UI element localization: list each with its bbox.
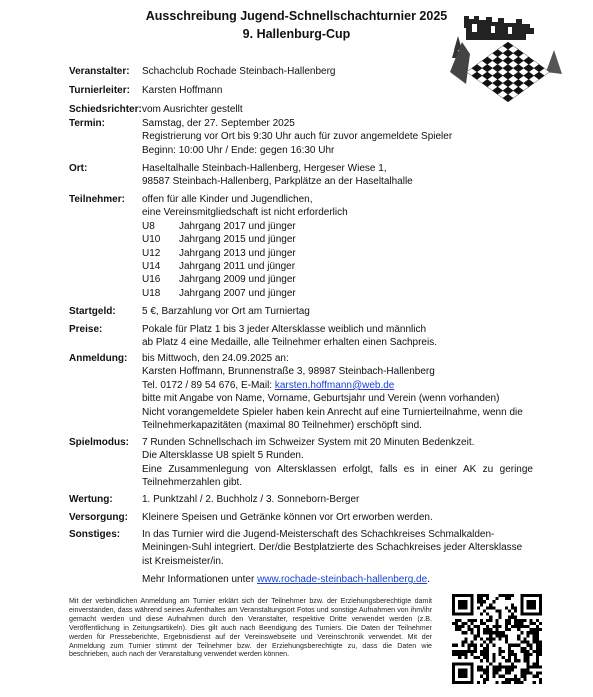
organizer-label: Veranstalter: [69, 66, 130, 77]
entry-fee-value: 5 €, Barzahlung vor Ort am Turniertag [142, 306, 310, 317]
misc-label: Sonstiges: [69, 529, 121, 540]
arbiter-label: Schiedsrichter: [69, 104, 142, 115]
age-year: Jahrgang 2009 und jünger [179, 274, 296, 286]
registration-label: Anmeldung: [69, 353, 128, 364]
entry-fee-label: Startgeld: [69, 306, 116, 317]
document-subtitle: 9. Hallenburg-Cup [242, 27, 351, 41]
participants-value [142, 193, 532, 300]
registration-value [142, 352, 533, 432]
prizes-value [142, 323, 532, 350]
registration-contact [142, 379, 533, 392]
game-mode-line: 7 Runden Schnellschach im Schweizer System mit 20 Minuten Bedenkzeit. [142, 437, 475, 448]
date-label: Termin: [69, 118, 105, 129]
more-info [142, 573, 533, 586]
prizes-line: ab Platz 4 eine Medaille, alle Teilnehmer erhalten einen Sachpreis. [142, 337, 437, 349]
age-class-row [142, 220, 532, 233]
game-mode-line: Die Altersklasse U8 spielt 5 Runden. [142, 450, 304, 462]
age-year: Jahrgang 2011 und jünger [179, 261, 296, 273]
venue-value [142, 162, 532, 189]
age-class: U18 [142, 287, 161, 299]
date-line: Samstag, der 27. September 2025 [142, 118, 295, 129]
age-class-row [142, 260, 532, 273]
misc-value [142, 528, 533, 587]
venue-label: Ort: [69, 163, 88, 174]
participants-line: offen für alle Kinder und Jugendlichen, [142, 194, 313, 205]
registration-address: Karsten Hoffmann, Brunnenstraße 3, 98987 Steinbach-Hallenberg [142, 366, 435, 378]
scoring-label: Wertung: [69, 494, 113, 505]
age-year: Jahrgang 2007 und jünger [179, 287, 296, 299]
prizes-line: Pokale für Platz 1 bis 3 jeder Altersklasse weiblich und männlich [142, 324, 427, 335]
age-year: Jahrgang 2015 und jünger [179, 234, 296, 246]
age-year: Jahrgang 2017 und jünger [179, 220, 296, 232]
registration-info: bitte mit Angabe von Name, Vorname, Geburtsjahr und Verein (wenn vorhanden) [142, 393, 500, 405]
date-line: Beginn: 10:00 Uhr / Ende: gegen 16:30 Uhr [142, 144, 335, 156]
catering-label: Versorgung: [69, 512, 128, 523]
director-label: Turnierleiter: [69, 85, 130, 96]
email-link[interactable]: karsten.hoffmann@web.de [274, 379, 395, 391]
privacy-disclaimer: Mit der verbindlichen Anmeldung am Turnier erklärt sich der Teilnehmer bzw. der Erziehungsberechtigte damit einverstanden, dass während seines Aufenthaltes am Veranstaltungsort Fotos und sonstige Aufnahmen von ihm/ihr gemacht werden und diese Aufnahmen durch den Veranstalter, respektive Dritte verwendet werden (z.B. Veröffentlichung in Zeitungsartikeln). Dies gilt auch nach Beendigung des Turniers. Die Daten der Teilnehmer werden für Presseberichte, Ergebnisdienst auf der Vereinswebseite und Vereinschronik verwendet. Mit der Anmeldung zum Turnier stimmt der Teilnehmer bzw. der Erziehungsberechtigte zu, dass die Daten wie beschrieben, auch nach der Veranstaltung verwendet werden können. [69, 597, 432, 659]
arbiter-value: vom Ausrichter gestellt [142, 104, 243, 115]
age-class: U14 [142, 261, 161, 273]
more-info-prefix: Mehr Informationen unter [142, 574, 258, 586]
age-year: Jahrgang 2013 und jünger [179, 247, 296, 259]
date-line: Registrierung vor Ort bis 9:30 Uhr auch für zuvor angemeldete Spieler [142, 131, 453, 143]
phone-text: Tel. 0172 / 89 54 676, E-Mail: [142, 379, 275, 391]
age-class: U16 [142, 274, 161, 286]
venue-line: Haseltalhalle Steinbach-Hallenberg, Hergeser Wiese 1, [142, 163, 387, 174]
catering-value: Kleinere Speisen und Getränke können vor Ort erworben werden. [142, 512, 433, 523]
website-link[interactable]: www.rochade-steinbach-hallenberg.de [257, 574, 428, 586]
organizer-value: Schachclub Rochade Steinbach-Hallenberg [142, 66, 336, 77]
misc-text: In das Turnier wird die Jugend-Meisterschaft des Schachkreises Schmalkalden-Meiningen-Suhl integriert. Der/die Bestplatzierte des Schachkreises jeder Altersklasse ist Kreismeister/in. [142, 529, 523, 567]
prizes-label: Preise: [69, 324, 103, 335]
age-class-row [142, 287, 532, 300]
age-class: U8 [142, 220, 155, 232]
registration-deadline: bis Mittwoch, den 24.09.2025 an: [142, 353, 289, 364]
director-value: Karsten Hoffmann [142, 85, 223, 96]
age-class-row [142, 247, 532, 260]
participants-line: eine Vereinsmitgliedschaft ist nicht erforderlich [142, 207, 348, 219]
game-mode-label: Spielmodus: [69, 437, 130, 448]
scoring-value: 1. Punktzahl / 2. Buchholz / 3. Sonneborn-Berger [142, 494, 360, 505]
more-info-suffix: . [427, 574, 430, 586]
participants-label: Teilnehmer: [69, 194, 125, 205]
game-mode-value [142, 436, 533, 490]
date-value [142, 117, 532, 157]
document-title: Ausschreibung Jugend-Schnellschachturnier 2025 [145, 9, 448, 23]
age-class: U12 [142, 247, 161, 259]
venue-line: 98587 Steinbach-Hallenberg, Parkplätze an der Haseltalhalle [142, 176, 413, 188]
game-mode-line: Eine Zusammenlegung von Altersklassen erfolgt, falls es in einer AK zu geringe Teilnehmerzahlen gibt. [142, 463, 533, 489]
age-class-row [142, 233, 532, 246]
registration-capacity-note: Nicht vorangemeldete Spieler haben kein Anrecht auf eine Turnierteilnahme, wenn die Teilnehmerkapazitäten (maximal 80 Teilnehmer) erschöpft sind. [142, 406, 523, 432]
age-class-row [142, 273, 532, 286]
age-class: U10 [142, 234, 161, 246]
qr-code-icon [452, 594, 542, 684]
